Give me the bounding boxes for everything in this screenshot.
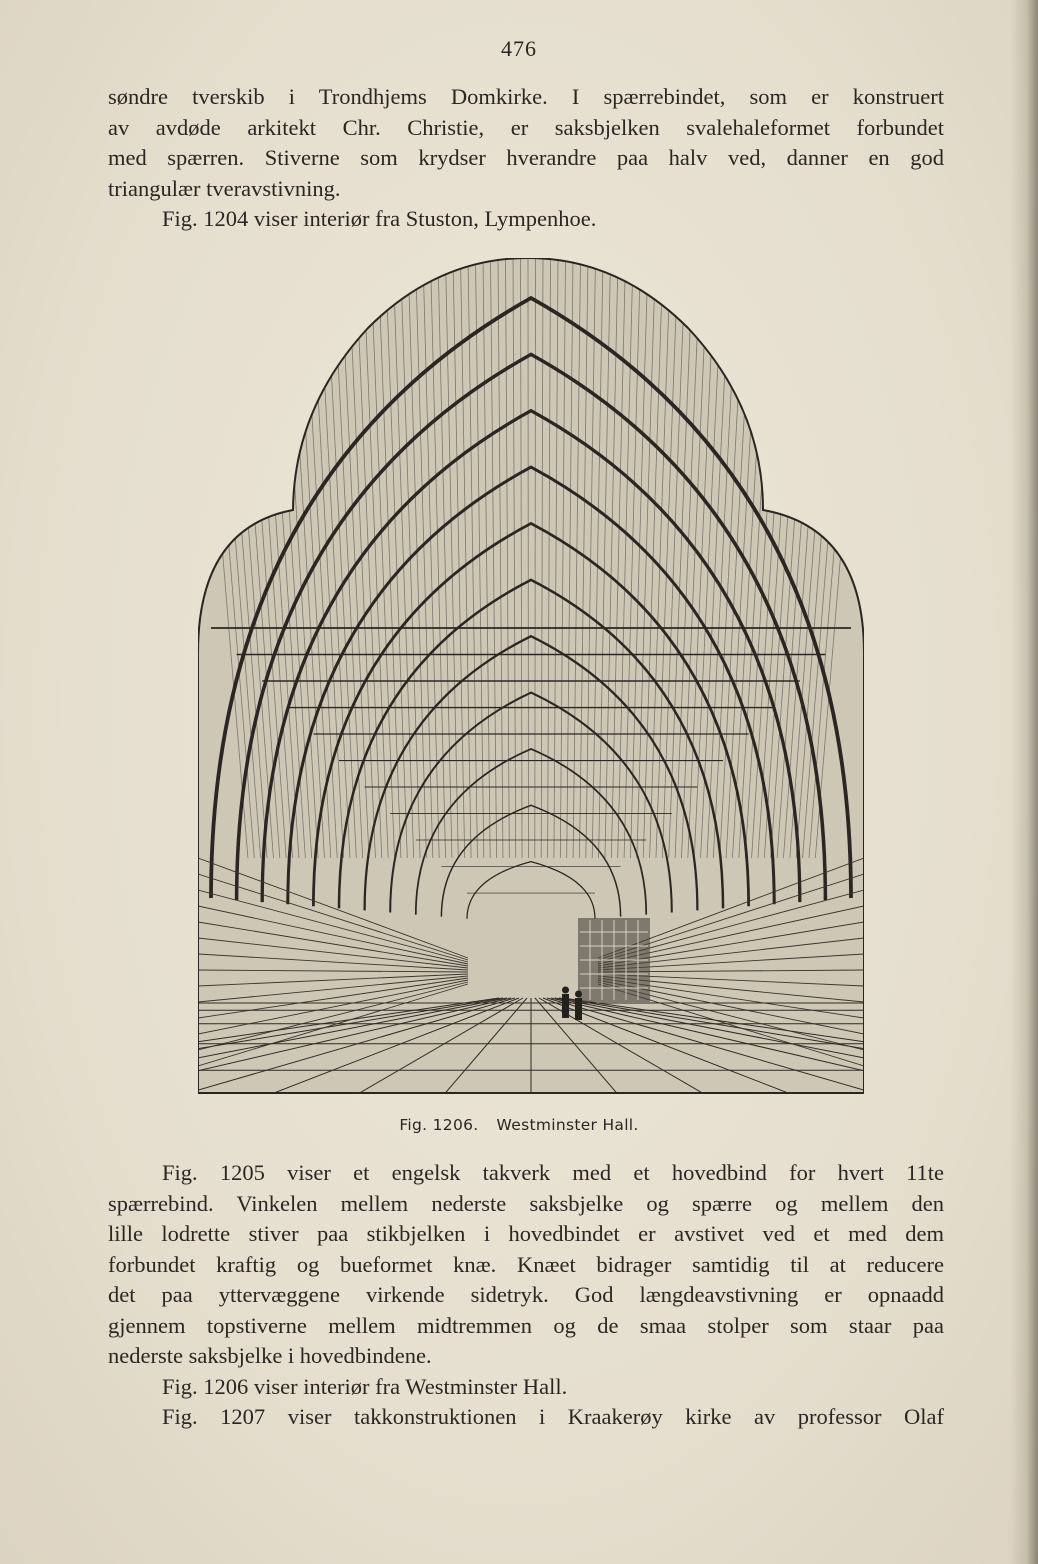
text-line: triangulær tveravstivning. [108,175,341,201]
westminster-hall-engraving [198,258,864,1098]
text-line: det paa yttervæggene virkende sidetryk. God længdeavstivning er opnaadd [108,1282,944,1307]
text-line: søndre tverskib i Trondhjems Domkirke. I spærrebindet, som er konstruert [108,84,944,109]
text-line: av avdøde arkitekt Chr. Christie, er saksbjelken svalehaleformet forbundet [108,114,944,140]
fig-1207-reference: Fig. 1207 viser takkonstruktionen i Kraakerøy kirke av professor Olaf [162,1404,944,1429]
page-edge-shadow [1010,0,1038,1564]
caption-title: Westminster Hall. [496,1116,639,1134]
text-line: lille lodrette stiver paa stikbjelken i hovedbindet er avstivet ved et med dem [108,1221,944,1246]
bottom-paragraph [108,1158,944,1433]
text-line: nederste saksbjelke i hovedbindene. [108,1343,432,1368]
figure-caption [0,1116,1038,1134]
text-line: forbundet kraftig og bueformet knæ. Knæet bidrager samtidig til at reducere [108,1251,944,1277]
text-line: med spærren. Stiverne som krydser hverandre paa halv ved, danner en god [108,145,944,170]
fig-1204-reference: Fig. 1204 viser interiør fra Stuston, Lympenhoe. [162,206,597,231]
page-number: 476 [501,36,537,61]
text-line: spærrebind. Vinkelen mellem nederste saksbjelke og spærre og mellem den [108,1190,944,1216]
top-paragraph [108,82,944,235]
text-line: gjennem topstiverne mellem midtremmen og de smaa stolper som staar paa [108,1312,944,1338]
text-line: Fig. 1205 viser et engelsk takverk med et hovedbind for hvert 11te [162,1160,944,1185]
engraving-illustration [198,258,864,1098]
caption-number: Fig. 1206. [399,1116,479,1134]
fig-1206-reference: Fig. 1206 viser interiør fra Westminster Hall. [162,1373,568,1399]
